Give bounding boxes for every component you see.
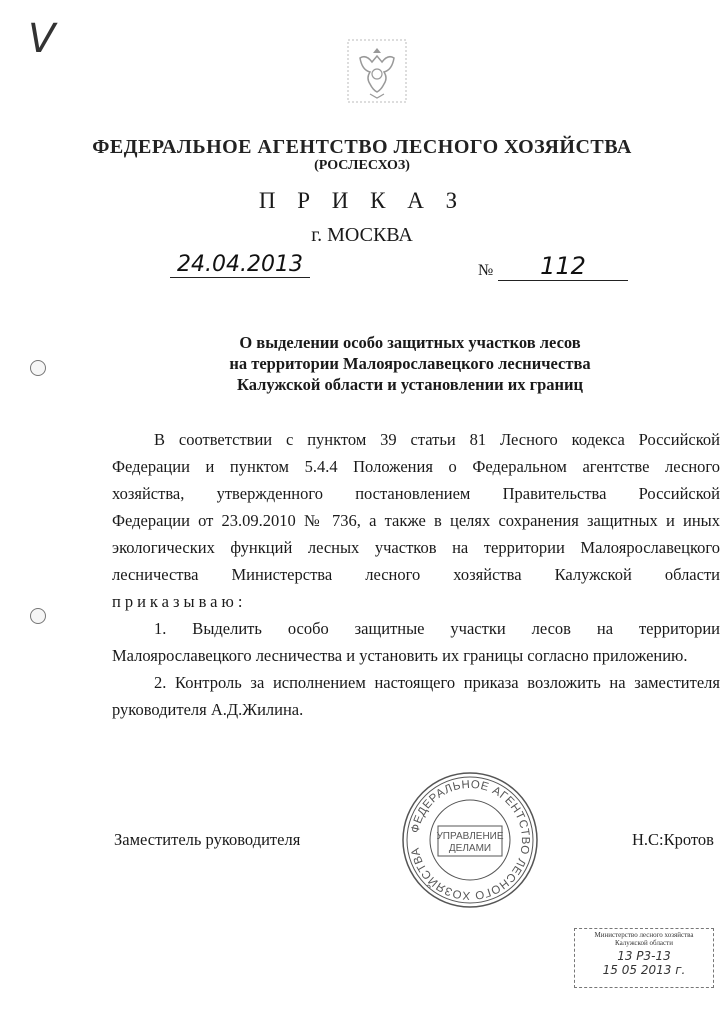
order-item-2 (112, 669, 720, 723)
text-line: хозяйства, утвержденного постановлением Правительства Российской (112, 484, 720, 503)
subject-line: на территории Малоярославецкого лесничества (229, 354, 591, 373)
text-line: Федерации от 23.09.2010 № 736, а также в целях сохранения защитных и иных (112, 511, 720, 530)
signatory-name: Н.С:Кротов (632, 830, 714, 849)
document-type-title: П Р И К А З (258, 188, 466, 213)
text-line: 2. Контроль за исполнением настоящего приказа возложить на заместителя (154, 673, 720, 692)
order-number: 112 (498, 252, 628, 281)
text-line: Федерации и пунктом 5.4.4 Положения о Федеральном агентстве лесного (112, 457, 720, 476)
text-line: В соответствии с пунктом 39 статьи 81 Лесного кодекса Российской (154, 430, 720, 449)
agency-title: ФЕДЕРАЛЬНОЕ АГЕНТСТВО ЛЕСНОГО ХОЗЯЙСТВА (92, 136, 632, 158)
subject-line: Калужской области и установлении их границ (236, 375, 584, 394)
text-line: лесничества Министерства лесного хозяйства Калужской области (112, 565, 720, 584)
order-subject (180, 332, 640, 395)
coat-of-arms-emblem-icon (346, 38, 408, 104)
stamp-ring-text: ФЕДЕРАЛЬНОЕ АГЕНТСТВО ЛЕСНОГО ХОЗЯЙСТВА (409, 778, 532, 902)
issue-city: г. МОСКВА (311, 224, 413, 246)
order-number-label: № (478, 262, 494, 279)
punch-hole-top (30, 360, 46, 376)
order-item-1 (112, 615, 720, 669)
round-seal-stamp (400, 770, 540, 910)
margin-check-mark: V (28, 16, 56, 62)
subject-line: О выделении особо защитных участков лесов (239, 333, 581, 352)
text-line: 1. Выделить особо защитные участки лесов на территории (154, 619, 720, 638)
text-line: руководителя А.Д.Жилина. (112, 700, 304, 719)
registration-org-line: Калужской области (615, 939, 673, 947)
preamble-paragraph (112, 426, 720, 615)
registration-org-line: Министерство лесного хозяйства (594, 931, 694, 939)
order-verb: приказываю: (112, 592, 247, 611)
punch-hole-bottom (30, 608, 46, 624)
stamp-center-line: УПРАВЛЕНИЕ (436, 831, 504, 842)
stamp-center-line: ДЕЛАМИ (448, 843, 492, 854)
registration-number: 13 Р3-13 (617, 949, 671, 963)
text-line: экологических функций лесных участков на территории Малоярославецкого (112, 538, 720, 557)
order-date: 24.04.2013 (170, 252, 310, 278)
registration-stamp (574, 928, 714, 988)
agency-short-name: (РОСЛЕСХОЗ) (314, 158, 410, 173)
signatory-role: Заместитель руководителя (114, 830, 301, 849)
registration-date: 15 05 2013 г. (602, 963, 686, 977)
text-line: Малоярославецкого лесничества и установить их границы согласно приложению. (112, 646, 688, 665)
